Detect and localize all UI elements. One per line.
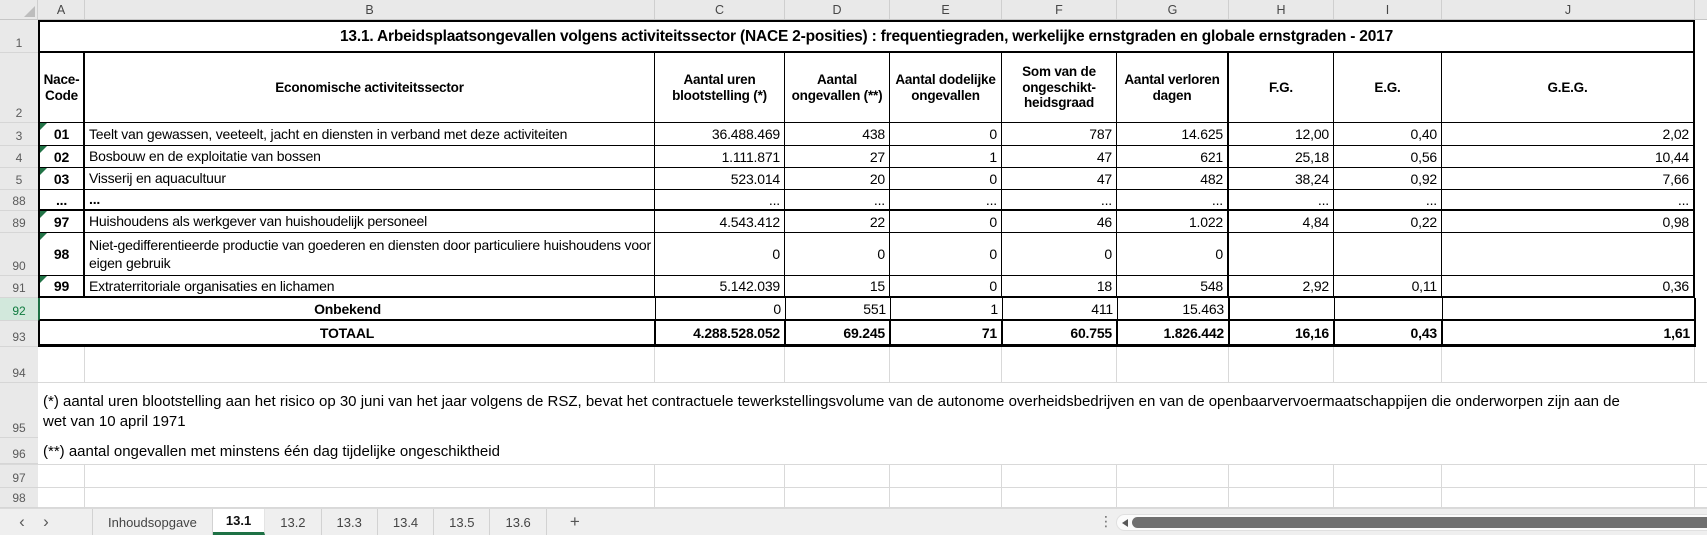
cell-J91[interactable]: 0,36	[1442, 276, 1695, 298]
cell-E89[interactable]: 0	[890, 211, 1002, 233]
cell-stub-97	[1695, 465, 1707, 488]
cell-J5[interactable]: 7,66	[1442, 168, 1695, 190]
cell-H91[interactable]: 2,92	[1229, 276, 1334, 298]
cell-D93[interactable]: 69.245	[786, 321, 891, 347]
cell-C97[interactable]	[655, 465, 785, 488]
cell-B91[interactable]: Extraterritoriale organisaties en lichamen	[85, 276, 655, 298]
column-header-stub	[1695, 0, 1707, 19]
cell-B88[interactable]: ...	[85, 190, 655, 211]
cell-J3[interactable]: 2,02	[1442, 123, 1695, 146]
cell-H93[interactable]: 16,16	[1230, 321, 1335, 347]
cell-D88[interactable]: ...	[785, 190, 890, 211]
cell-I88[interactable]: ...	[1334, 190, 1442, 211]
sheet-nav-prev-icon[interactable]: ‹	[19, 512, 25, 531]
cell-J92[interactable]	[1443, 298, 1696, 321]
horizontal-scrollbar[interactable]	[1116, 514, 1707, 531]
cell-I98[interactable]	[1334, 488, 1442, 508]
cell-D90[interactable]: 0	[785, 233, 890, 276]
cell-I90[interactable]	[1334, 233, 1442, 276]
column-header-D[interactable]: D	[785, 0, 890, 19]
cell-F93[interactable]: 60.755	[1003, 321, 1118, 347]
header-cell-nace-code[interactable]: Nace-Code	[38, 53, 85, 123]
cell-A95[interactable]: (*) aantal uren blootstelling aan het risico op 30 juni van het jaar volgens de RSZ, bevat het contractuele tewerkstellingsvolume van de autonome overheidsbedrijven en van de openbaarvervoermaatschappijen die onderworpen zijn aan de wet van 10 april 1971	[43, 392, 1620, 430]
cell-E5[interactable]: 0	[890, 168, 1002, 190]
sheet-tab-13-5[interactable]: 13.5	[434, 509, 490, 535]
row-header-95[interactable]: 95	[0, 383, 38, 438]
cell-F88[interactable]: ...	[1002, 190, 1117, 211]
select-all-corner[interactable]	[0, 0, 38, 19]
header-cell-sector[interactable]: Economische activiteitssector	[85, 53, 655, 123]
cell-D91[interactable]: 15	[785, 276, 890, 298]
cell-J94[interactable]	[1442, 347, 1695, 383]
cell-H3[interactable]: 12,00	[1229, 123, 1334, 146]
row-90	[0, 233, 1707, 276]
cell-G91[interactable]: 548	[1117, 276, 1229, 298]
row-header-88[interactable]: 88	[0, 190, 38, 211]
cell-C88[interactable]: ...	[655, 190, 785, 211]
cell-B90[interactable]: Niet-gedifferentieerde productie van goederen en diensten door particuliere huishoudens voor eigen gebruik	[85, 233, 655, 276]
cell-D98[interactable]	[785, 488, 890, 508]
cell-F98[interactable]	[1002, 488, 1117, 508]
sheet-tab-13-6[interactable]: 13.6	[490, 509, 546, 535]
header-cell-C2[interactable]: Aantal uren blootstelling (*)	[655, 53, 785, 123]
cell-F92[interactable]: 411	[1003, 298, 1118, 321]
cell-stub-98	[1695, 488, 1707, 508]
cell-H94[interactable]	[1229, 347, 1334, 383]
cell-H92[interactable]	[1230, 298, 1335, 321]
cell-C3[interactable]: 36.488.469	[655, 123, 785, 146]
cell-D89[interactable]: 22	[785, 211, 890, 233]
add-sheet-button[interactable]: +	[569, 512, 580, 531]
cell-A96[interactable]: (**) aantal ongevallen met minstens één dag tijdelijke ongeschiktheid	[43, 443, 500, 461]
column-header-strip	[0, 0, 1707, 20]
scroll-left-icon[interactable]	[1122, 519, 1128, 527]
cell-J98[interactable]	[1442, 488, 1695, 508]
cell-G92[interactable]: 15.463	[1118, 298, 1230, 321]
column-header-A[interactable]: A	[38, 0, 85, 19]
row-5	[0, 168, 1707, 190]
sheet-tab-13-4[interactable]: 13.4	[378, 509, 434, 535]
row-1	[0, 20, 1707, 53]
cell-D92[interactable]: 551	[786, 298, 891, 321]
cell-F97[interactable]	[1002, 465, 1117, 488]
cell-A88[interactable]: ...	[38, 190, 85, 211]
cell-D4[interactable]: 27	[785, 146, 890, 168]
row-header-94[interactable]: 94	[0, 347, 38, 383]
cell-B5[interactable]: Visserij en aquacultuur	[85, 168, 655, 190]
column-header-G[interactable]: G	[1117, 0, 1229, 19]
cell-D3[interactable]: 438	[785, 123, 890, 146]
sheet-tab-13-1[interactable]: 13.1	[213, 509, 265, 535]
cell-E94[interactable]	[890, 347, 1002, 383]
cell-I92[interactable]	[1335, 298, 1443, 321]
cell-I94[interactable]	[1334, 347, 1442, 383]
cell-J97[interactable]	[1442, 465, 1695, 488]
cell-C5[interactable]: 523.014	[655, 168, 785, 190]
cell-J89[interactable]: 0,98	[1442, 211, 1695, 233]
cell-E93[interactable]: 71	[891, 321, 1003, 347]
sheet-tab-inhoudsopgave[interactable]: Inhoudsopgave	[92, 509, 213, 535]
cell-B98[interactable]	[85, 488, 655, 508]
row-header-2[interactable]: 2	[0, 53, 38, 123]
row-4	[0, 146, 1707, 168]
row-header-5[interactable]: 5	[0, 168, 38, 190]
header-cell-F2[interactable]: Som van de ongeschikt-heidsgraad	[1002, 53, 1117, 123]
row-97	[0, 465, 1707, 488]
cell-F89[interactable]: 46	[1002, 211, 1117, 233]
column-header-F[interactable]: F	[1002, 0, 1117, 19]
cell-E91[interactable]: 0	[890, 276, 1002, 298]
header-cell-H2[interactable]: F.G.	[1229, 53, 1334, 123]
worksheet-grid	[0, 20, 1707, 508]
row-header-91[interactable]: 91	[0, 276, 38, 298]
cell-C89[interactable]: 4.543.412	[655, 211, 785, 233]
column-header-H[interactable]: H	[1229, 0, 1334, 19]
cell-B4[interactable]: Bosbouw en de exploitatie van bossen	[85, 146, 655, 168]
cell-D94[interactable]	[785, 347, 890, 383]
row-header-90[interactable]: 90	[0, 233, 38, 276]
cell-A89[interactable]: 97	[38, 211, 85, 233]
cell-G90[interactable]: 0	[1117, 233, 1229, 276]
row-header-97[interactable]: 97	[0, 465, 38, 488]
cell-J4[interactable]: 10,44	[1442, 146, 1695, 168]
row-header-92[interactable]: 92	[0, 298, 38, 321]
row-header-96[interactable]: 96	[0, 438, 38, 464]
cell-C90[interactable]: 0	[655, 233, 785, 276]
cell-I89[interactable]: 0,22	[1334, 211, 1442, 233]
cell-I4[interactable]: 0,56	[1334, 146, 1442, 168]
cell-C94[interactable]	[655, 347, 785, 383]
cell-C98[interactable]	[655, 488, 785, 508]
sheet-tab-bar	[0, 508, 1707, 535]
row-94	[0, 347, 1707, 383]
row-header-4[interactable]: 4	[0, 146, 38, 168]
cell-E90[interactable]: 0	[890, 233, 1002, 276]
cell-I97[interactable]	[1334, 465, 1442, 488]
cell-G94[interactable]	[1117, 347, 1229, 383]
row-88	[0, 190, 1707, 211]
row-2	[0, 53, 1707, 123]
cell-I91[interactable]: 0,11	[1334, 276, 1442, 298]
cell-G4[interactable]: 621	[1117, 146, 1229, 168]
cell-C92[interactable]: 0	[656, 298, 786, 321]
cell-G3[interactable]: 14.625	[1117, 123, 1229, 146]
row-96	[0, 438, 1707, 465]
sheet-nav-next-icon[interactable]: ›	[43, 512, 49, 531]
cell-B89[interactable]: Huishoudens als werkgever van huishoudelijk personeel	[85, 211, 655, 233]
cell-A98[interactable]	[38, 488, 85, 508]
cell-A3[interactable]: 01	[38, 123, 85, 146]
row-93	[0, 321, 1707, 347]
cell-G89[interactable]: 1.022	[1117, 211, 1229, 233]
header-cell-J2[interactable]: G.E.G.	[1442, 53, 1695, 123]
cell-H90[interactable]	[1229, 233, 1334, 276]
table-title[interactable]: 13.1. Arbeidsplaatsongevallen volgens activiteitssector (NACE 2-posities) : frequentiegraden, werkelijke ernstgraden en globale ernstgraden - 2017	[38, 20, 1695, 53]
row-98	[0, 488, 1707, 508]
row-3	[0, 123, 1707, 146]
column-header-I[interactable]: I	[1334, 0, 1442, 19]
scrollbar-thumb[interactable]	[1132, 517, 1707, 528]
header-cell-D2[interactable]: Aantal ongevallen (**)	[785, 53, 890, 123]
cell-A4[interactable]: 02	[38, 146, 85, 168]
row-header-93[interactable]: 93	[0, 321, 38, 347]
cell-E98[interactable]	[890, 488, 1002, 508]
sheet-tabs	[92, 509, 547, 535]
cell-A93[interactable]: TOTAAL	[38, 321, 656, 347]
header-cell-I2[interactable]: E.G.	[1334, 53, 1442, 123]
cell-E3[interactable]: 0	[890, 123, 1002, 146]
cell-H98[interactable]	[1229, 488, 1334, 508]
cell-A91[interactable]: 99	[38, 276, 85, 298]
cell-F91[interactable]: 18	[1002, 276, 1117, 298]
cell-J88[interactable]: ...	[1442, 190, 1695, 211]
cell-D5[interactable]: 20	[785, 168, 890, 190]
cell-B94[interactable]	[85, 347, 655, 383]
cell-H4[interactable]: 25,18	[1229, 146, 1334, 168]
cell-H97[interactable]	[1229, 465, 1334, 488]
cell-E4[interactable]: 1	[890, 146, 1002, 168]
cell-A97[interactable]	[38, 465, 85, 488]
column-header-C[interactable]: C	[655, 0, 785, 19]
header-cell-E2[interactable]: Aantal dodelijke ongevallen	[890, 53, 1002, 123]
cell-A92[interactable]: Onbekend	[38, 298, 656, 321]
cell-F90[interactable]: 0	[1002, 233, 1117, 276]
column-header-E[interactable]: E	[890, 0, 1002, 19]
cell-J90[interactable]	[1442, 233, 1695, 276]
cell-H89[interactable]: 4,84	[1229, 211, 1334, 233]
cell-F94[interactable]	[1002, 347, 1117, 383]
cell-J93[interactable]: 1,61	[1443, 321, 1696, 347]
cell-A90[interactable]: 98	[38, 233, 85, 276]
cell-G93[interactable]: 1.826.442	[1118, 321, 1230, 347]
cell-I3[interactable]: 0,40	[1334, 123, 1442, 146]
cell-E88[interactable]: ...	[890, 190, 1002, 211]
cell-I5[interactable]: 0,92	[1334, 168, 1442, 190]
cell-G97[interactable]	[1117, 465, 1229, 488]
column-header-J[interactable]: J	[1442, 0, 1695, 19]
cell-H5[interactable]: 38,24	[1229, 168, 1334, 190]
row-91	[0, 276, 1707, 298]
row-header-98[interactable]: 98	[0, 488, 38, 508]
cell-D97[interactable]	[785, 465, 890, 488]
cell-A94[interactable]	[38, 347, 85, 383]
cell-G5[interactable]: 482	[1117, 168, 1229, 190]
row-95	[0, 383, 1707, 438]
cell-F5[interactable]: 47	[1002, 168, 1117, 190]
row-92	[0, 298, 1707, 321]
column-header-B[interactable]: B	[85, 0, 655, 19]
row-header-1[interactable]: 1	[0, 20, 38, 53]
cell-C91[interactable]: 5.142.039	[655, 276, 785, 298]
cell-G98[interactable]	[1117, 488, 1229, 508]
sheet-tab-13-2[interactable]: 13.2	[265, 509, 321, 535]
cell-C93[interactable]: 4.288.528.052	[656, 321, 786, 347]
header-cell-G2[interactable]: Aantal verloren dagen	[1117, 53, 1229, 123]
cell-H88[interactable]: ...	[1229, 190, 1334, 211]
cell-G88[interactable]: ...	[1117, 190, 1229, 211]
cell-A5[interactable]: 03	[38, 168, 85, 190]
cell-F3[interactable]: 787	[1002, 123, 1117, 146]
row-header-3[interactable]: 3	[0, 123, 38, 146]
sheet-tab-13-3[interactable]: 13.3	[322, 509, 378, 535]
cell-C4[interactable]: 1.111.871	[655, 146, 785, 168]
row-89	[0, 211, 1707, 233]
cell-I93[interactable]: 0,43	[1335, 321, 1443, 347]
cell-B3[interactable]: Teelt van gewassen, veeteelt, jacht en diensten in verband met deze activiteiten	[85, 123, 655, 146]
cell-stub-94	[1695, 347, 1707, 383]
row-header-89[interactable]: 89	[0, 211, 38, 233]
cell-F4[interactable]: 47	[1002, 146, 1117, 168]
cell-B97[interactable]	[85, 465, 655, 488]
cell-E97[interactable]	[890, 465, 1002, 488]
tab-splitter-handle[interactable]: ⋮	[1099, 513, 1113, 529]
cell-E92[interactable]: 1	[891, 298, 1003, 321]
